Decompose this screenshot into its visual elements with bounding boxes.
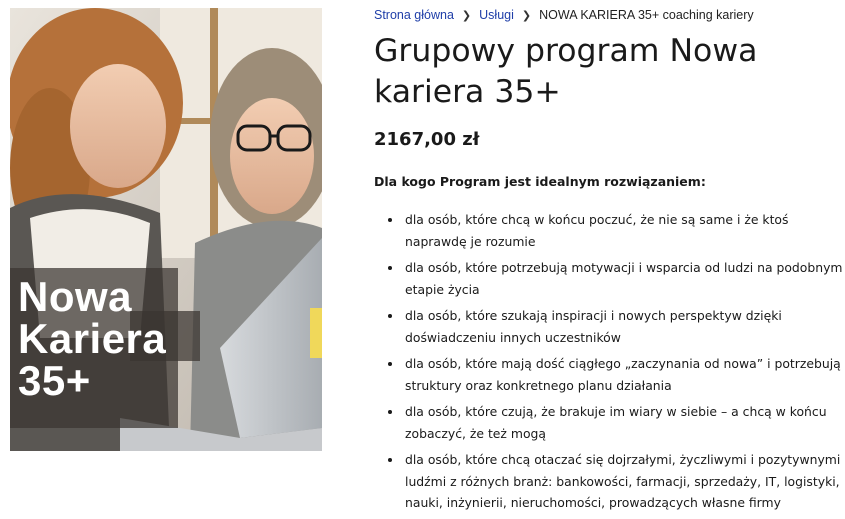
list-item: • dla osób, które czują, że brakuje im wiary w siebie – a chcą w końcu zobaczyć, że też mogą bbox=[403, 401, 845, 444]
list-item: • dla osób, które potrzebują motywacji i wsparcia od ludzi na podobnym etapie życia bbox=[403, 257, 845, 300]
image-overlay-text: Nowa Kariera 35+ bbox=[18, 273, 167, 404]
breadcrumb-services-link[interactable]: Usługi bbox=[479, 8, 514, 22]
list-item: • dla osób, które chcą w końcu poczuć, że nie są same i że ktoś naprawdę je rozumie bbox=[403, 209, 845, 252]
chevron-right-icon: ❯ bbox=[521, 9, 532, 22]
breadcrumb-home-link[interactable]: Strona główna bbox=[374, 8, 454, 22]
list-item: • dla osób, które szukają inspiracji i nowych perspektyw dzięki doświadczeniu innych uczestników bbox=[403, 305, 845, 348]
target-audience-heading: Dla kogo Program jest idealnym rozwiązaniem: bbox=[374, 174, 706, 189]
breadcrumb bbox=[374, 8, 754, 22]
chevron-right-icon: ❯ bbox=[461, 9, 472, 22]
list-item: • dla osób, które mają dość ciągłego „zaczynania od nowa” i potrzebują struktury oraz konkretnego planu działania bbox=[403, 353, 845, 396]
product-title: Grupowy program Nowa kariera 35+ bbox=[374, 33, 758, 110]
product-price: 2167,00 zł bbox=[374, 129, 480, 150]
breadcrumb-current: NOWA KARIERA 35+ coaching kariery bbox=[539, 8, 754, 22]
list-item: • dla osób, które chcą otaczać się dojrzałymi, życzliwymi i pozytywnymi ludźmi z różnych branż: bankowości, farmacji, sprzedaży, IT, logistyki, nauki, inżynierii, nieruchomości, prowadzących własne firmy bbox=[403, 449, 845, 514]
target-audience-list bbox=[387, 209, 845, 519]
